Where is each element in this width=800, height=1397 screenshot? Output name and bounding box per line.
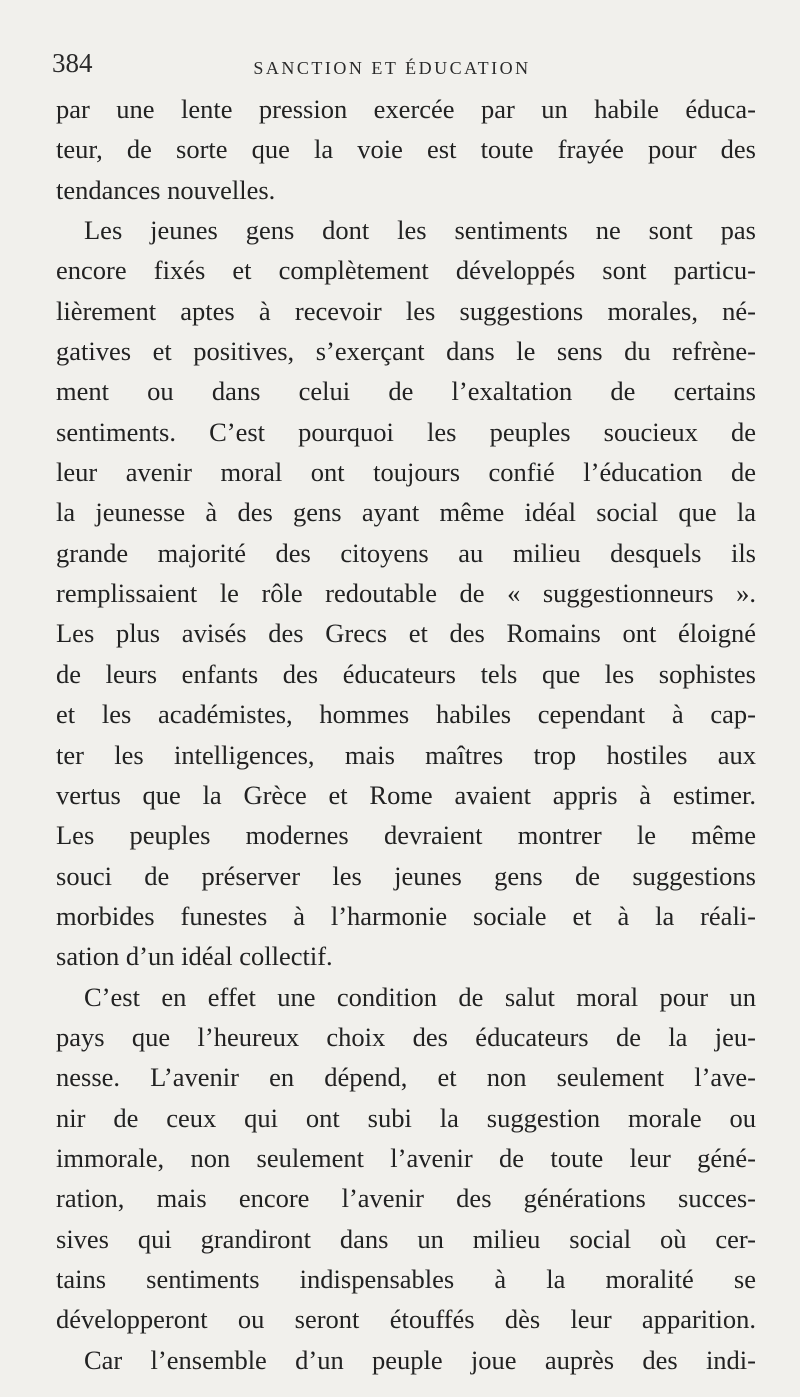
text-line: gatives et positives, s’exerçant dans le sens du refrène- [56, 336, 756, 367]
text-line: grande majorité des citoyens au milieu desquels ils [56, 537, 756, 568]
text-line: Car l’ensemble d’un peuple joue auprès des indi- [84, 1344, 756, 1375]
text-line: tains sentiments indispensables à la moralité se [56, 1263, 756, 1294]
text-line: morbides funestes à l’harmonie sociale et à la réali- [56, 900, 756, 931]
text-line: de leurs enfants des éducateurs tels que les sophistes [56, 658, 756, 689]
text-line: teur, de sorte que la voie est toute frayée pour des [56, 134, 756, 165]
text-line: ration, mais encore l’avenir des générations succes- [56, 1183, 756, 1214]
text-line: immorale, non seulement l’avenir de toute leur géné- [56, 1142, 756, 1173]
text-line: tendances nouvelles. [56, 174, 276, 205]
text-line: sation d’un idéal collectif. [56, 941, 333, 972]
running-head [52, 48, 732, 88]
text-line: nir de ceux qui ont subi la suggestion morale ou [56, 1102, 756, 1133]
body-text [56, 89, 756, 1380]
text-line: pays que l’heureux choix des éducateurs de la jeu- [56, 1021, 756, 1052]
page-number: 384 [52, 48, 93, 78]
text-line: Les plus avisés des Grecs et des Romains ont éloigné [56, 618, 756, 649]
text-line: sives qui grandiront dans un milieu social où cer- [56, 1223, 756, 1254]
text-line: encore fixés et complètement développés sont particu- [56, 255, 756, 286]
text-line: et les académistes, hommes habiles cependant à cap- [56, 699, 756, 730]
text-line: remplissaient le rôle redoutable de « suggestionneurs ». [56, 578, 756, 609]
text-line: Les peuples modernes devraient montrer le même [56, 820, 756, 851]
text-line: la jeunesse à des gens ayant même idéal social que la [56, 497, 756, 528]
text-line: par une lente pression exercée par un habile éduca- [56, 94, 756, 124]
text-line: C’est en effet une condition de salut moral pour un [84, 981, 756, 1012]
text-line: leur avenir moral ont toujours confié l’éducation de [56, 457, 756, 488]
text-line: souci de préserver les jeunes gens de suggestions [56, 860, 756, 891]
text-line: vertus que la Grèce et Rome avaient appris à estimer. [56, 779, 756, 810]
text-line: lièrement aptes à recevoir les suggestions morales, né- [56, 295, 756, 326]
header-title: SANCTION ET ÉDUCATION [253, 58, 531, 78]
text-line: Les jeunes gens dont les sentiments ne sont pas [84, 215, 756, 246]
text-line: sentiments. C’est pourquoi les peuples soucieux de [56, 416, 756, 447]
text-line: nesse. L’avenir en dépend, et non seulement l’ave- [56, 1062, 756, 1093]
text-line: développeront ou seront étouffés dès leur apparition. [56, 1304, 756, 1335]
text-line: ment ou dans celui de l’exaltation de certains [56, 376, 756, 407]
text-line: ter les intelligences, mais maîtres trop hostiles aux [56, 739, 756, 770]
